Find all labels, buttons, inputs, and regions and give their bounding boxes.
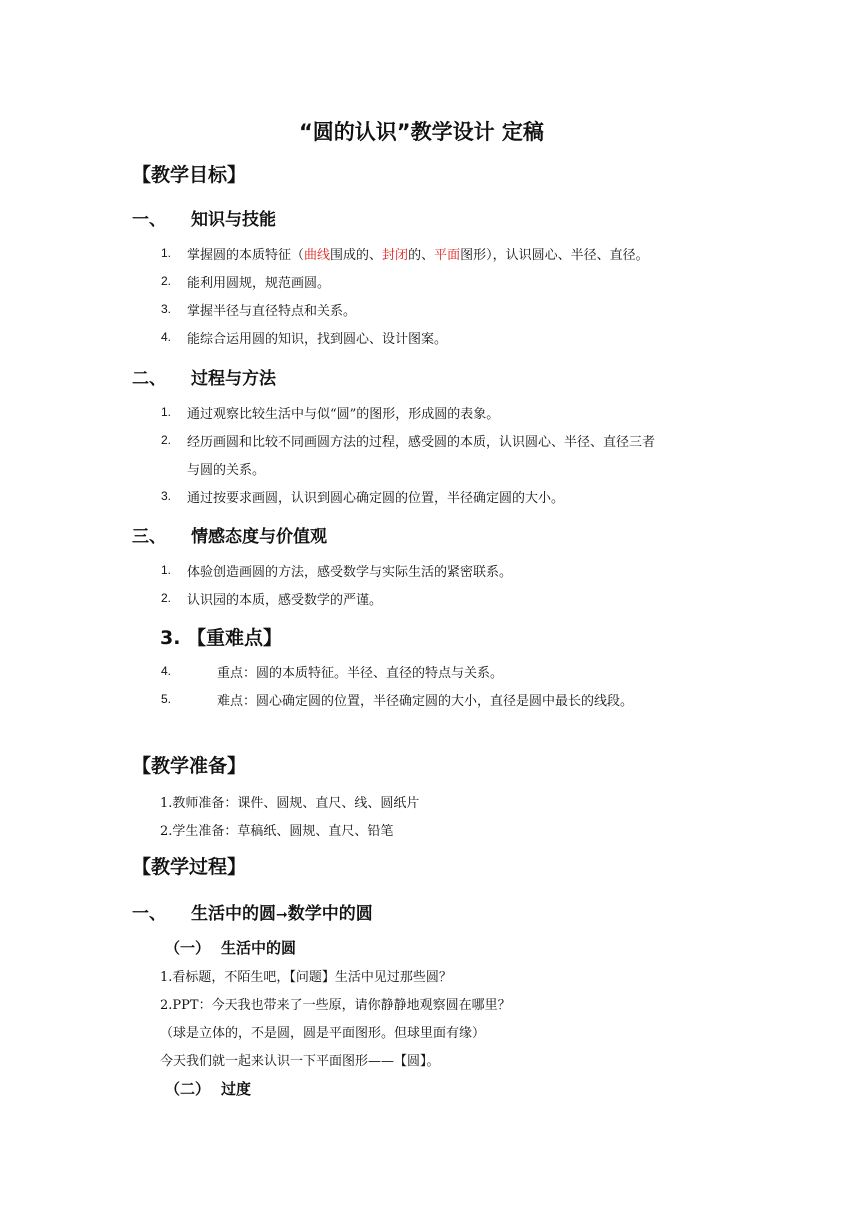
list-number: 4. (161, 664, 172, 678)
list-item: 经历画圆和比较不同画圆方法的过程，感受圆的本质，认识圆心、半径、直径三者 (187, 435, 656, 450)
list-item-continuation: 与圆的关系。 (187, 463, 266, 478)
highlight-text: 平面 (434, 248, 461, 263)
section-heading-keypoints: 3. 【重难点】 (160, 627, 283, 649)
item-text: 掌握圆的本质特征（ (187, 248, 305, 263)
list-number: 1. (161, 563, 172, 577)
list-item: 通过按要求画圆，认识到圆心确定圆的位置，半径确定圆的大小。 (187, 491, 565, 506)
list-item: 难点：圆心确定圆的位置，半径确定圆的大小，直径是圆中最长的线段。 (217, 694, 634, 709)
subsection-number: 一、 (132, 210, 166, 230)
subsection-number: 一、 (132, 904, 166, 924)
highlight-text: 封闭 (382, 248, 409, 263)
list-item: 能利用圆规，规范画圆。 (187, 276, 331, 291)
list-item: 能综合运用圆的知识，找到圆心、设计图案。 (187, 332, 448, 347)
list-item: 掌握半径与直径特点和关系。 (187, 304, 357, 319)
list-number: 3. (161, 489, 172, 503)
subsection-heading-emotion: 情感态度与价值观 (191, 527, 327, 547)
page-title: “圆的认识”教学设计 定稿 (299, 120, 544, 144)
subsection-heading-part1 (191, 899, 373, 924)
preparation-item: 1.教师准备：课件、圆规、直尺、线、圆纸片 (160, 796, 420, 811)
paragraph-line: 今天我们就一起来认识一下平面图形——【圆】。 (160, 1054, 440, 1069)
list-number: 2. (161, 433, 172, 447)
list-item (187, 244, 649, 263)
subsection-number: 二、 (132, 369, 166, 389)
section-heading-teaching-process: 【教学过程】 (132, 856, 247, 878)
list-number: 4. (161, 330, 172, 344)
section-heading-preparation: 【教学准备】 (132, 755, 247, 777)
list-number: 5. (161, 692, 172, 706)
list-number: 2. (161, 591, 172, 605)
subsection-heading-knowledge: 知识与技能 (191, 210, 276, 230)
list-item: 通过观察比较生活中与似“圆”的图形，形成圆的表象。 (187, 407, 500, 422)
sub-subsection-heading: 生活中的圆 (221, 939, 297, 957)
paragraph-line: 1.看标题，不陌生吧，【问题】生活中见过那些圆？ (160, 970, 452, 985)
subsection-number: 三、 (132, 527, 166, 547)
list-number: 3. (161, 302, 172, 316)
item-text: 的、 (408, 248, 435, 263)
paragraph-line: 2.PPT：今天我也带来了一些原，请你静静地观察圆在哪里？ (160, 998, 511, 1013)
item-text: 围成的、 (330, 248, 383, 263)
sub-subsection-heading: 过度 (221, 1080, 252, 1098)
heading-text: 数学中的圆 (287, 904, 373, 924)
heading-text: 生活中的圆 (191, 904, 276, 924)
sub-subsection-number: （二） (165, 1080, 211, 1098)
highlight-text: 曲线 (304, 248, 331, 263)
item-text: 图形），认识圆心、半径、直径。 (460, 248, 649, 263)
preparation-item: 2.学生准备：草稿纸、圆规、直尺、铅笔 (160, 824, 394, 839)
list-number: 1. (161, 246, 172, 260)
list-number: 1. (161, 405, 172, 419)
list-item: 重点：圆的本质特征。半径、直径的特点与关系。 (217, 666, 504, 681)
paragraph-line: （球是立体的，不是圆，圆是平面图形。但球里面有缘） (160, 1026, 486, 1041)
arrow-icon: ➞ (276, 907, 288, 923)
section-heading-objectives: 【教学目标】 (132, 164, 247, 186)
list-item: 认识园的本质，感受数学的严谨。 (187, 593, 383, 608)
sub-subsection-number: （一） (165, 939, 211, 957)
subsection-heading-process: 过程与方法 (191, 369, 276, 389)
list-item: 体验创造画圆的方法，感受数学与实际生活的紧密联系。 (187, 565, 513, 580)
list-number: 2. (161, 274, 172, 288)
